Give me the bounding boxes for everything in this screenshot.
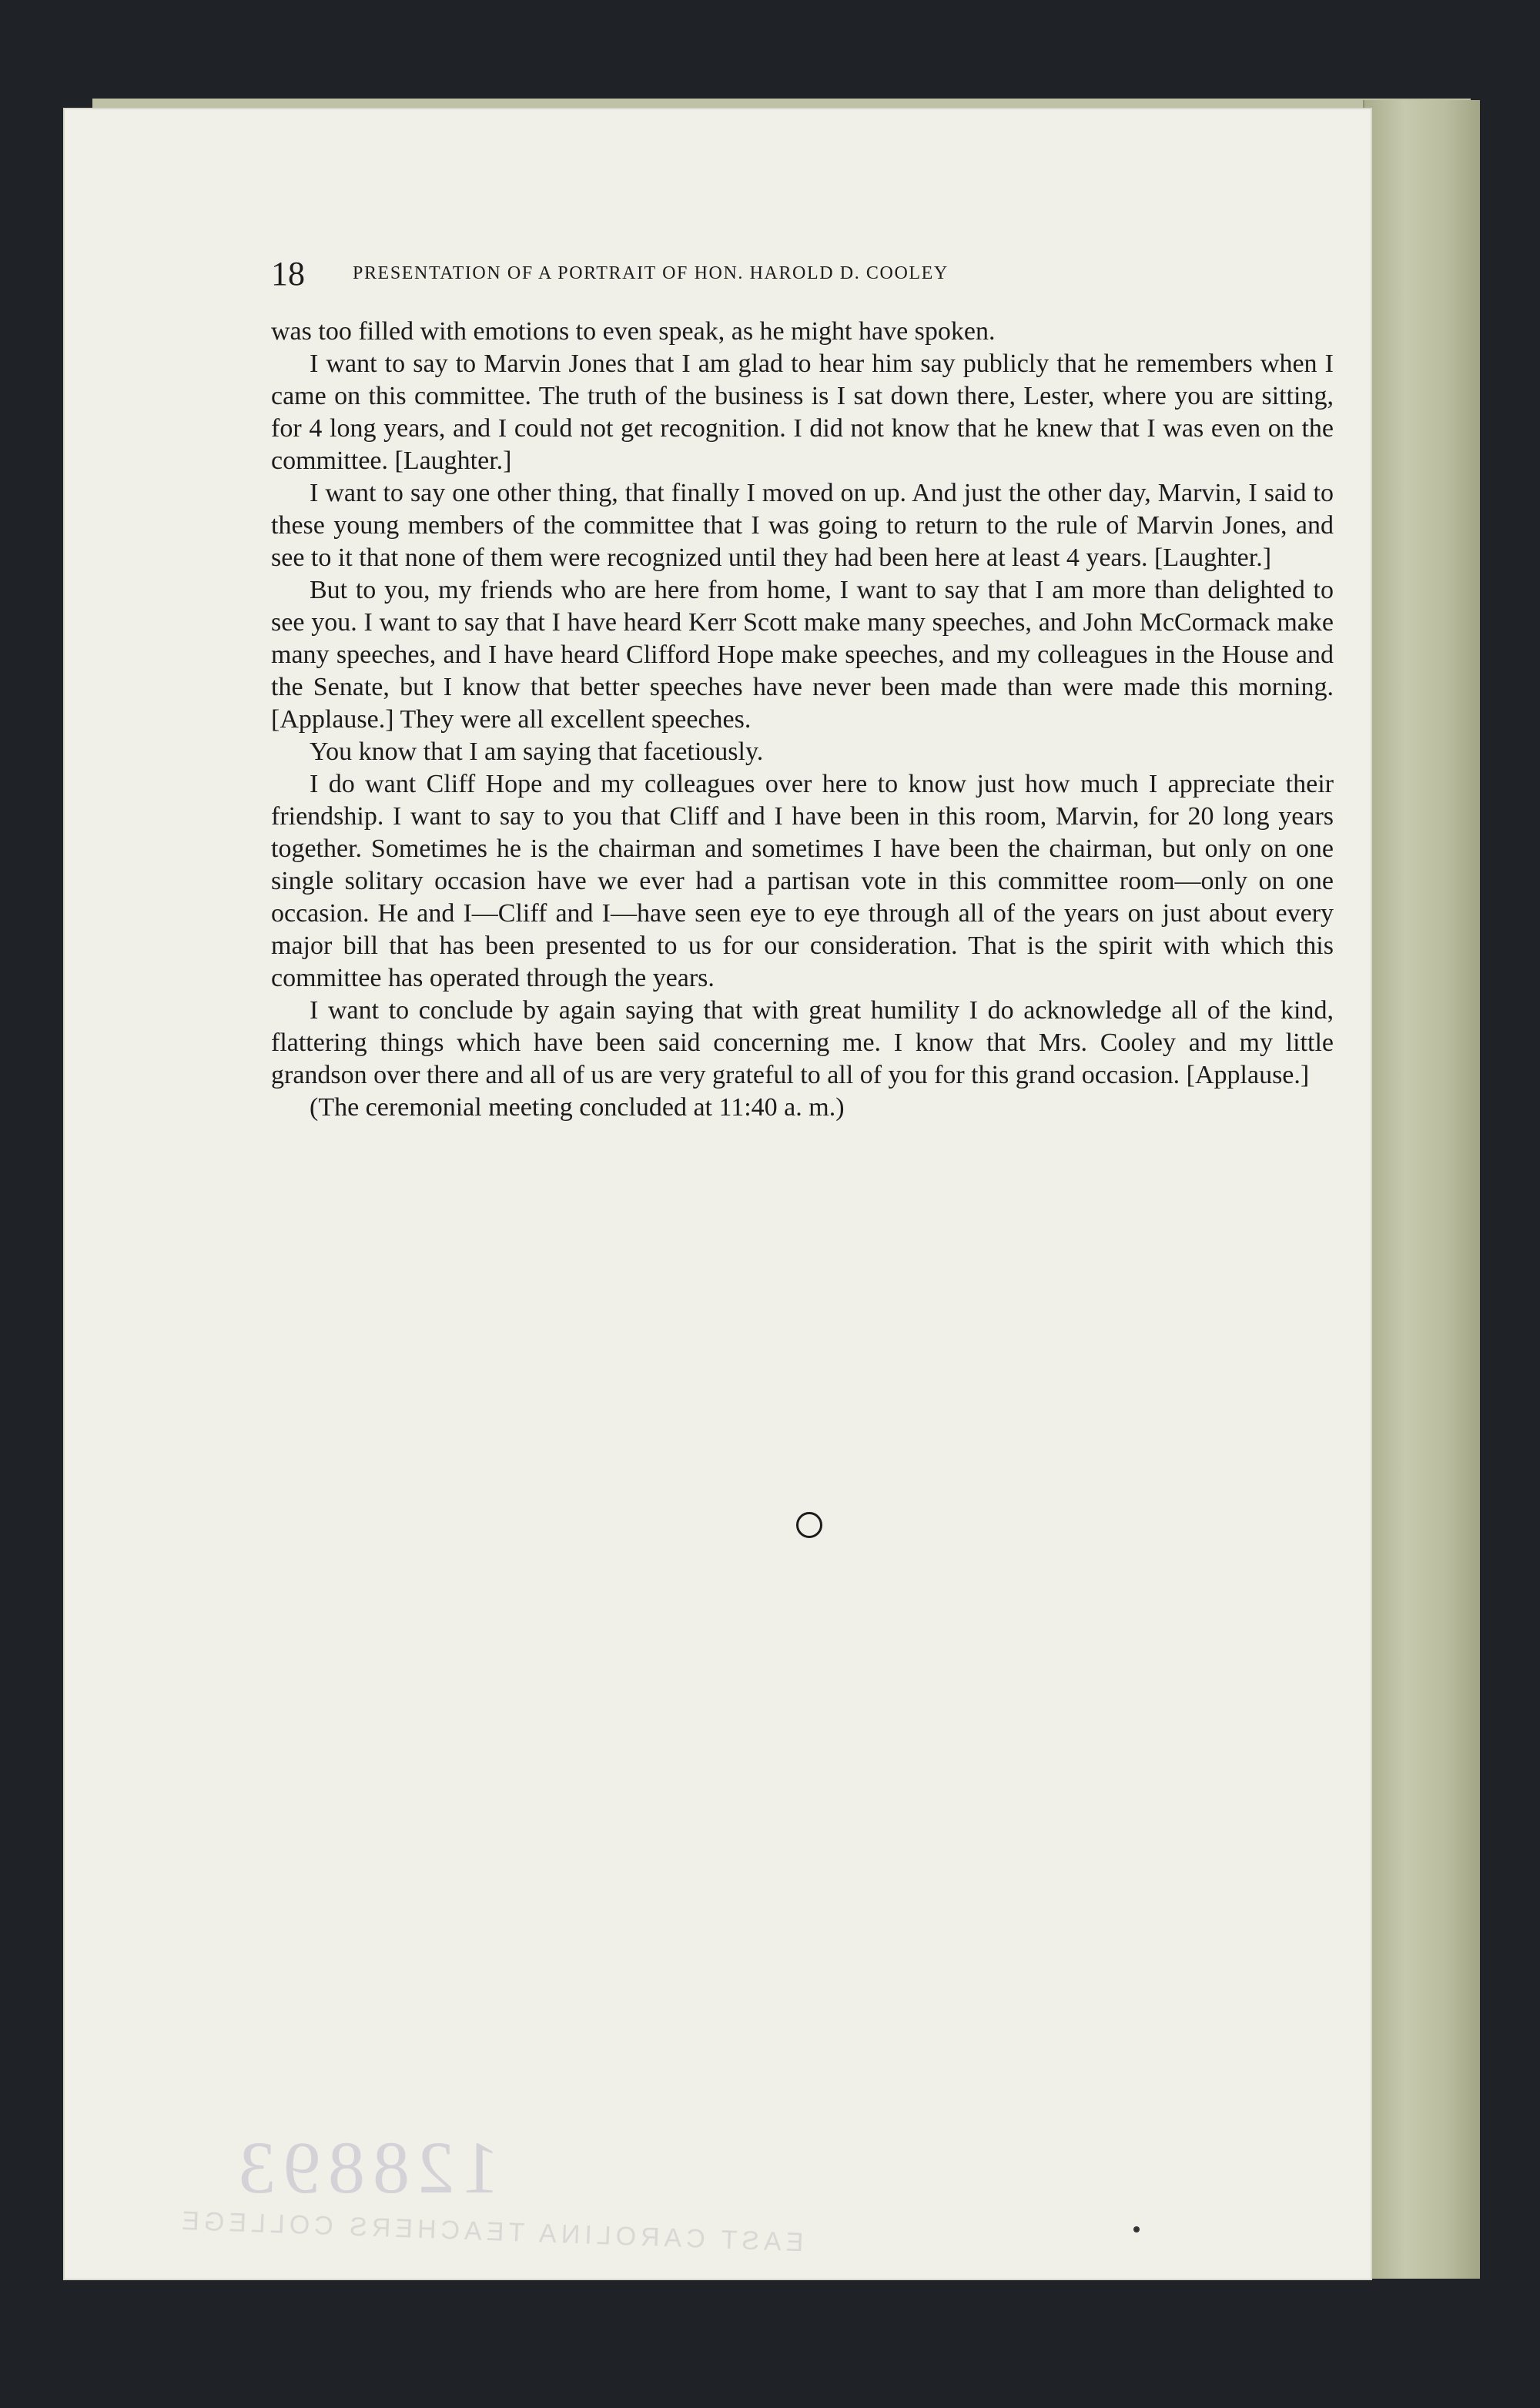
- paragraph: I want to say one other thing, that finally I moved on up. And just the other day, Marvin, I said to these young members of the committee that I was going to return to the rule of Marvin Jones, and see to it that none of them were recognized until they had been here at least 4 years. [Laughter.]: [271, 479, 1334, 572]
- page-number: 18: [271, 255, 305, 293]
- paragraph: You know that I am saying that facetiously.: [310, 737, 764, 766]
- closing-note: (The ceremonial meeting concluded at 11:40 a. m.): [310, 1093, 845, 1122]
- paragraph-continued: was too filled with emotions to even speak, as he might have spoken.: [271, 317, 996, 346]
- show-through-library-stamp: EAST CAROLINA TEACHERS COLLEGE: [176, 2206, 805, 2258]
- page-header: [271, 254, 1334, 300]
- book-spine: [1363, 100, 1480, 2279]
- body-text: [271, 316, 1334, 1124]
- show-through-accession-number: 128893: [231, 2126, 499, 2209]
- end-mark-circle: [796, 1512, 822, 1538]
- paragraph: But to you, my friends who are here from home, I want to say that I am more than delighted to see you. I want to say that I have heard Kerr Scott make many speeches, and John McCormack make many speeches, and I have heard Clifford Hope make speeches, and my colleagues in the House and the Senate, but I know that better speeches have never been made than were made this morning. [Applause.] They were all excellent speeches.: [271, 576, 1334, 734]
- paragraph: I want to conclude by again saying that with great humility I do acknowledge all of the kind, flattering things which have been said concerning me. I know that Mrs. Cooley and my little grandson over there and all of us are very grateful to all of you for this grand occasion. [Applause.]: [271, 996, 1334, 1089]
- paragraph: I want to say to Marvin Jones that I am glad to hear him say publicly that he remembers when I came on this committee. The truth of the business is I sat down there, Lester, where you are sitting, for 4 long years, and I could not get recognition. I did not know that he knew that I was even on the committee. [Laughter.]: [271, 349, 1334, 475]
- page-speck: [1133, 2226, 1140, 2232]
- paragraph: I do want Cliff Hope and my colleagues over here to know just how much I appreciate their friendship. I want to say to you that Cliff and I have been in this room, Marvin, for 20 long years together. Sometimes he is the chairman and sometimes I have been the chairman, but only on one single solitary occasion have we ever had a partisan vote in this committee room—only on one occasion. He and I—Cliff and I—have seen eye to eye through all of the years on just about every major bill that has been presented to us for our consideration. That is the spirit with which this committee has operated through the years.: [271, 770, 1334, 992]
- running-head: PRESENTATION OF A PORTRAIT OF HON. HAROLD D. COOLEY: [353, 263, 949, 283]
